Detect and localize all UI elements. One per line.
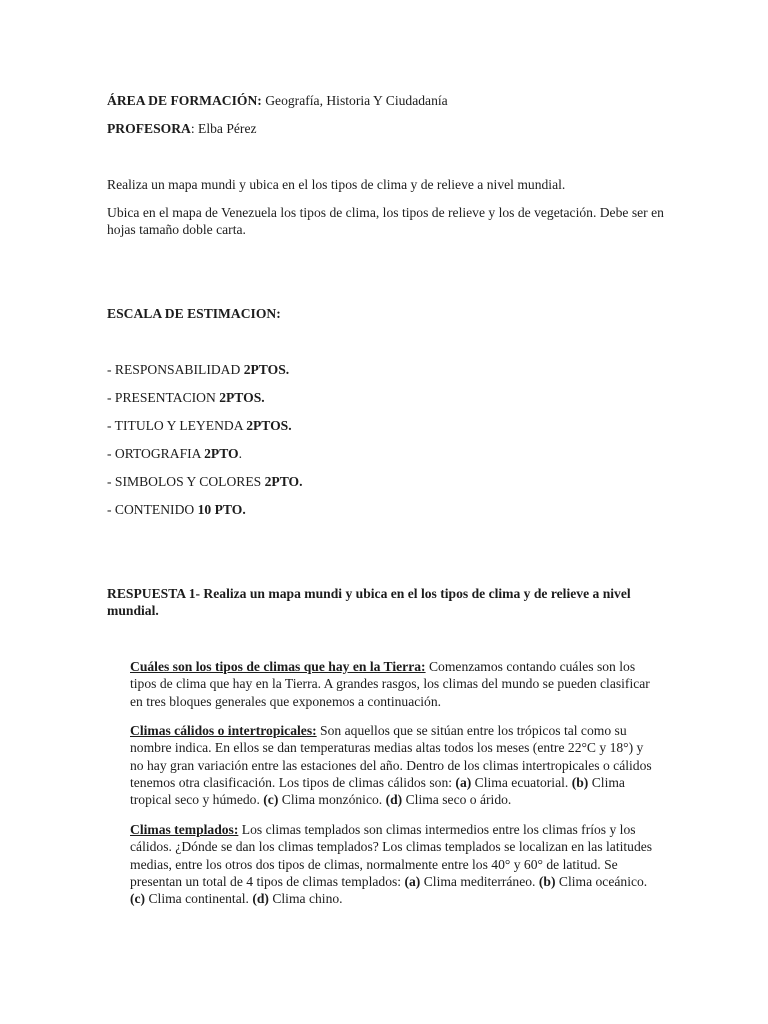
- escala-item-points: 10 PTO.: [197, 502, 246, 517]
- instruction-2: Ubica en el mapa de Venezuela los tipos de clima, los tipos de relieve y los de vegetación. Debe ser en hojas tamaño doble carta.: [107, 205, 664, 237]
- area-line: [107, 92, 448, 109]
- escala-item-label: - CONTENIDO: [107, 502, 198, 517]
- escala-title: ESCALA DE ESTIMACION:: [107, 306, 281, 321]
- escala-item-points: 2PTOS.: [243, 362, 290, 377]
- escala-item-label: - SIMBOLOS Y COLORES: [107, 474, 265, 489]
- escala-item: [107, 473, 303, 490]
- escala-item: [107, 361, 289, 378]
- climas-templados-heading: Climas templados:: [130, 822, 239, 837]
- area-value: Geografía, Historia Y Ciudadanía: [261, 93, 448, 108]
- climas-calidos-heading: Climas cálidos o intertropicales:: [130, 723, 317, 738]
- respuesta-title: RESPUESTA 1- Realiza un mapa mundi y ubica en el los tipos de clima y de relieve a nivel mundial.: [107, 586, 631, 618]
- escala-item-label: - TITULO Y LEYENDA: [107, 418, 247, 433]
- instruction-1: Realiza un mapa mundi y ubica en el los tipos de clima y de relieve a nivel mundial.: [107, 177, 566, 192]
- escala-item: - ORTOGRAFIA 2PTO.: [107, 446, 243, 461]
- escala-item-label: - PRESENTACION: [107, 390, 220, 405]
- escala-item-label: - ORTOGRAFIA: [107, 446, 205, 461]
- climas-templados-text: Los climas templados son climas intermedios entre los climas fríos y los cálidos. ¿Dónde se dan los climas templados? Los climas templados se localizan en las latitudes medias, entre los otros dos tipos de climas, normalmente entre los 40° y 60° de latitud. Se presentan un total de 4 tipos de climas templados:: [130, 822, 653, 889]
- climas-calidos: Climas cálidos o intertropicales: Son aquellos que se sitúan entre los trópicos tal como su nombre indica. En ellos se dan temperaturas medias altas todos los meses (entre 22°C y 18°) y no hay gran variación entre las estaciones del año. Dentro de los climas intertropicales o cálidos tenemos otra clasificación. Los tipos de climas cálidos son: (a) Clima ecuatorial. (b) Clima tropical seco y húmedo. (c) Clima monzónico. (d) Clima seco o árido.: [130, 723, 652, 808]
- climas-intro-heading: Cuáles son los tipos de climas que hay en la Tierra:: [130, 659, 426, 674]
- escala-item-label: - RESPONSABILIDAD: [107, 362, 244, 377]
- escala-item-points: 2PTOS.: [219, 390, 265, 405]
- climas-templados: Climas templados: Los climas templados son climas intermedios entre los climas fríos y los cálidos. ¿Dónde se dan los climas templados? Los climas templados se localizan en las latitudes medias, entre los otros dos tipos de climas, normalmente entre los 40° y 60° de latitud. Se presentan un total de 4 tipos de climas templados: (a) Clima mediterráneo. (b) Clima oceánico. (c) Clima continental. (d) Clima chino.: [130, 822, 653, 907]
- area-label: ÁREA DE FORMACIÓN:: [107, 93, 262, 108]
- profesora-value: : Elba Pérez: [190, 121, 257, 136]
- escala-item: [107, 417, 292, 434]
- escala-item-points: 2PTO: [204, 446, 239, 461]
- escala-item-points: 2PTO.: [264, 474, 303, 489]
- escala-item: [107, 501, 246, 518]
- escala-item: [107, 389, 265, 406]
- profesora-line: [107, 120, 257, 137]
- climas-calidos-text: Son aquellos que se sitúan entre los trópicos tal como su nombre indica. En ellos se dan temperaturas medias altas todos los meses (entre 22°C y 18°) y no hay gran variación entre las estaciones del año. Dentro de los climas intertropicales o cálidos tenemos otra clasificación. Los tipos de climas cálidos son:: [130, 723, 652, 790]
- profesora-label: PROFESORA: [107, 121, 191, 136]
- escala-item-points: 2PTOS.: [246, 418, 292, 433]
- climas-intro-text: Comenzamos contando cuáles son los tipos de clima que hay en la Tierra. A grandes rasgos, los climas del mundo se pueden clasificar en tres bloques generales que exponemos a continuación.: [130, 659, 650, 709]
- climas-intro: [130, 658, 660, 710]
